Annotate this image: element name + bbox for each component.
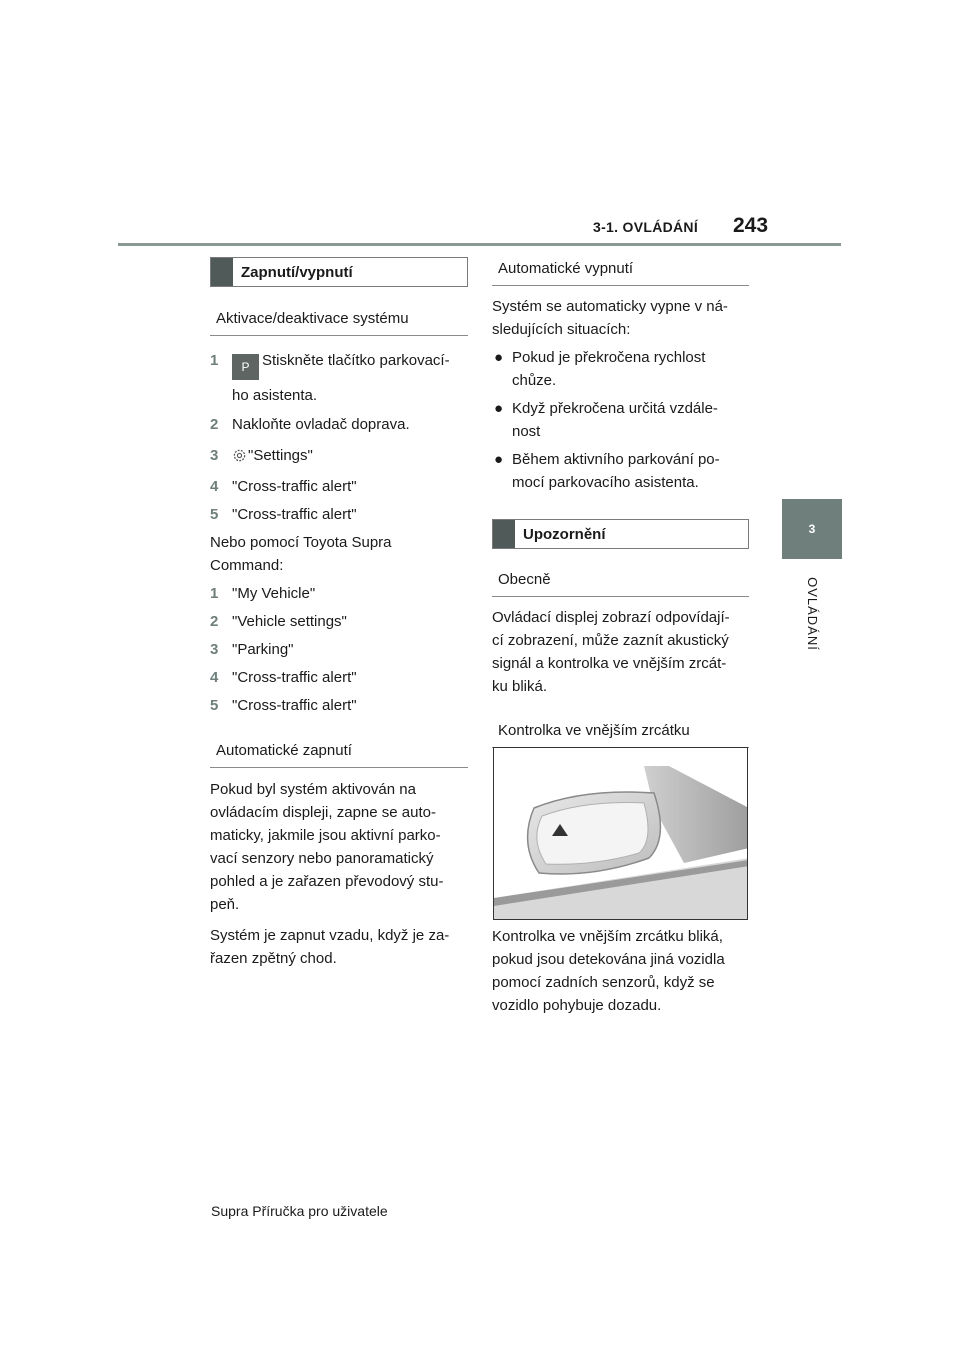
paragraph-auto-off bbox=[492, 295, 749, 341]
list-item bbox=[210, 666, 468, 689]
chapter-tab: 3 bbox=[782, 499, 842, 559]
step-text: "Parking" bbox=[232, 641, 294, 658]
paragraph-reverse bbox=[210, 924, 468, 970]
list-item bbox=[210, 582, 468, 605]
paragraph-line: Ovládací displej zobrazí odpovídají- bbox=[492, 609, 730, 626]
paragraph-line: vací senzory nebo panoramatický bbox=[210, 850, 434, 867]
subheading-auto-off: Automatické vypnutí bbox=[492, 260, 749, 286]
steps-list-b bbox=[210, 582, 468, 717]
step-text: "Cross-traffic alert" bbox=[232, 478, 357, 495]
mirror-illustration bbox=[493, 747, 748, 920]
list-item bbox=[210, 694, 468, 717]
list-item bbox=[210, 610, 468, 633]
paragraph-auto-on bbox=[210, 778, 468, 916]
paragraph-line: ku bliká. bbox=[492, 678, 548, 695]
paragraph-line: ovládacím displeji, zapne se auto- bbox=[210, 804, 436, 821]
paragraph-line: Nebo pomocí Toyota Supra bbox=[210, 534, 392, 551]
chapter-label: OVLÁDÁNÍ bbox=[805, 577, 820, 651]
bullet-text: mocí parkovacího asistenta. bbox=[512, 474, 699, 491]
paragraph-line: sledujících situacích: bbox=[492, 321, 631, 338]
section-box-header bbox=[210, 257, 468, 287]
step-text: "Cross-traffic alert" bbox=[232, 506, 357, 523]
paragraph-line: Kontrolka ve vnějším zrcátku bliká, bbox=[492, 928, 723, 945]
bullet-list bbox=[492, 346, 749, 494]
step-text: "Settings" bbox=[248, 447, 313, 464]
subheading-auto-on: Automatické zapnutí bbox=[210, 742, 468, 768]
gear-icon bbox=[232, 447, 248, 470]
list-item bbox=[210, 349, 468, 380]
list-item bbox=[210, 475, 468, 498]
box-marker bbox=[211, 258, 233, 286]
subheading-general: Obecně bbox=[492, 571, 749, 597]
bullet-icon: ● bbox=[494, 349, 504, 366]
step-number: 4 bbox=[210, 478, 219, 495]
list-item bbox=[210, 413, 468, 436]
step-number: 1 bbox=[210, 352, 219, 369]
subheading-mirror-indicator: Kontrolka ve vnějším zrcátku bbox=[492, 722, 749, 748]
step-number: 5 bbox=[210, 506, 219, 523]
list-item bbox=[492, 397, 749, 443]
step-text: Nakloňte ovladač doprava. bbox=[232, 416, 410, 433]
step-text: Stiskněte tlačítko parkovací- bbox=[262, 352, 450, 369]
right-column bbox=[492, 260, 749, 748]
step-text: "My Vehicle" bbox=[232, 585, 316, 602]
step-number: 2 bbox=[210, 416, 219, 433]
step-text: "Cross-traffic alert" bbox=[232, 669, 357, 686]
paragraph-general bbox=[492, 606, 749, 698]
left-column bbox=[210, 257, 468, 970]
paragraph-line: řazen zpětný chod. bbox=[210, 950, 337, 967]
section-box-header bbox=[492, 519, 749, 549]
box-marker bbox=[493, 520, 515, 548]
step-number: 5 bbox=[210, 697, 219, 714]
box-title: Upozornění bbox=[523, 525, 606, 543]
paragraph-line: Command: bbox=[210, 557, 284, 574]
paragraph-line: signál a kontrolka ve vnějším zrcát- bbox=[492, 655, 727, 672]
step-text: "Cross-traffic alert" bbox=[232, 697, 357, 714]
list-item bbox=[492, 448, 749, 494]
page-footer: Supra Příručka pro uživatele bbox=[211, 1203, 388, 1219]
paragraph-line: maticky, jakmile jsou aktivní parko- bbox=[210, 827, 441, 844]
step-number: 4 bbox=[210, 669, 219, 686]
paragraph-line: Systém se automaticky vypne v ná- bbox=[492, 298, 728, 315]
header-divider bbox=[118, 243, 841, 246]
step-number: 3 bbox=[210, 447, 219, 464]
paragraph-line: cí zobrazení, může zaznít akustický bbox=[492, 632, 729, 649]
paragraph-line: pomocí zadních senzorů, když se bbox=[492, 974, 715, 991]
section-title: 3-1. OVLÁDÁNÍ bbox=[593, 219, 699, 235]
alt-intro bbox=[210, 531, 468, 577]
parking-button-icon: P bbox=[232, 354, 259, 380]
paragraph-line: pokud jsou detekována jiná vozidla bbox=[492, 951, 725, 968]
bullet-icon: ● bbox=[494, 451, 504, 468]
list-item bbox=[210, 638, 468, 661]
paragraph-line: vozidlo pohybuje dozadu. bbox=[492, 997, 662, 1014]
step-text-cont: ho asistenta. bbox=[232, 387, 318, 404]
steps-list-a bbox=[210, 349, 468, 526]
list-item bbox=[492, 346, 749, 392]
step-text: "Vehicle settings" bbox=[232, 613, 347, 630]
bullet-text: chůze. bbox=[512, 372, 557, 389]
bullet-text: Pokud je překročena rychlost bbox=[512, 349, 706, 366]
paragraph-line: pohled a je zařazen převodový stu- bbox=[210, 873, 444, 890]
bullet-icon: ● bbox=[494, 400, 504, 417]
bullet-text: nost bbox=[512, 423, 541, 440]
subheading-activation: Aktivace/deaktivace systému bbox=[210, 310, 468, 336]
paragraph-line: Systém je zapnut vzadu, když je za- bbox=[210, 927, 450, 944]
paragraph-line: Pokud byl systém aktivován na bbox=[210, 781, 416, 798]
list-item bbox=[210, 503, 468, 526]
box-title: Zapnutí/vypnutí bbox=[241, 263, 353, 281]
page-number: 243 bbox=[733, 214, 769, 237]
paragraph-line: peň. bbox=[210, 896, 240, 913]
figure-caption bbox=[492, 925, 749, 1017]
bullet-text: Když překročena určitá vzdále- bbox=[512, 400, 718, 417]
step-number: 1 bbox=[210, 585, 219, 602]
step-number: 3 bbox=[210, 641, 219, 658]
bullet-text: Během aktivního parkování po- bbox=[512, 451, 720, 468]
step-number: 2 bbox=[210, 613, 219, 630]
list-item bbox=[210, 444, 468, 470]
